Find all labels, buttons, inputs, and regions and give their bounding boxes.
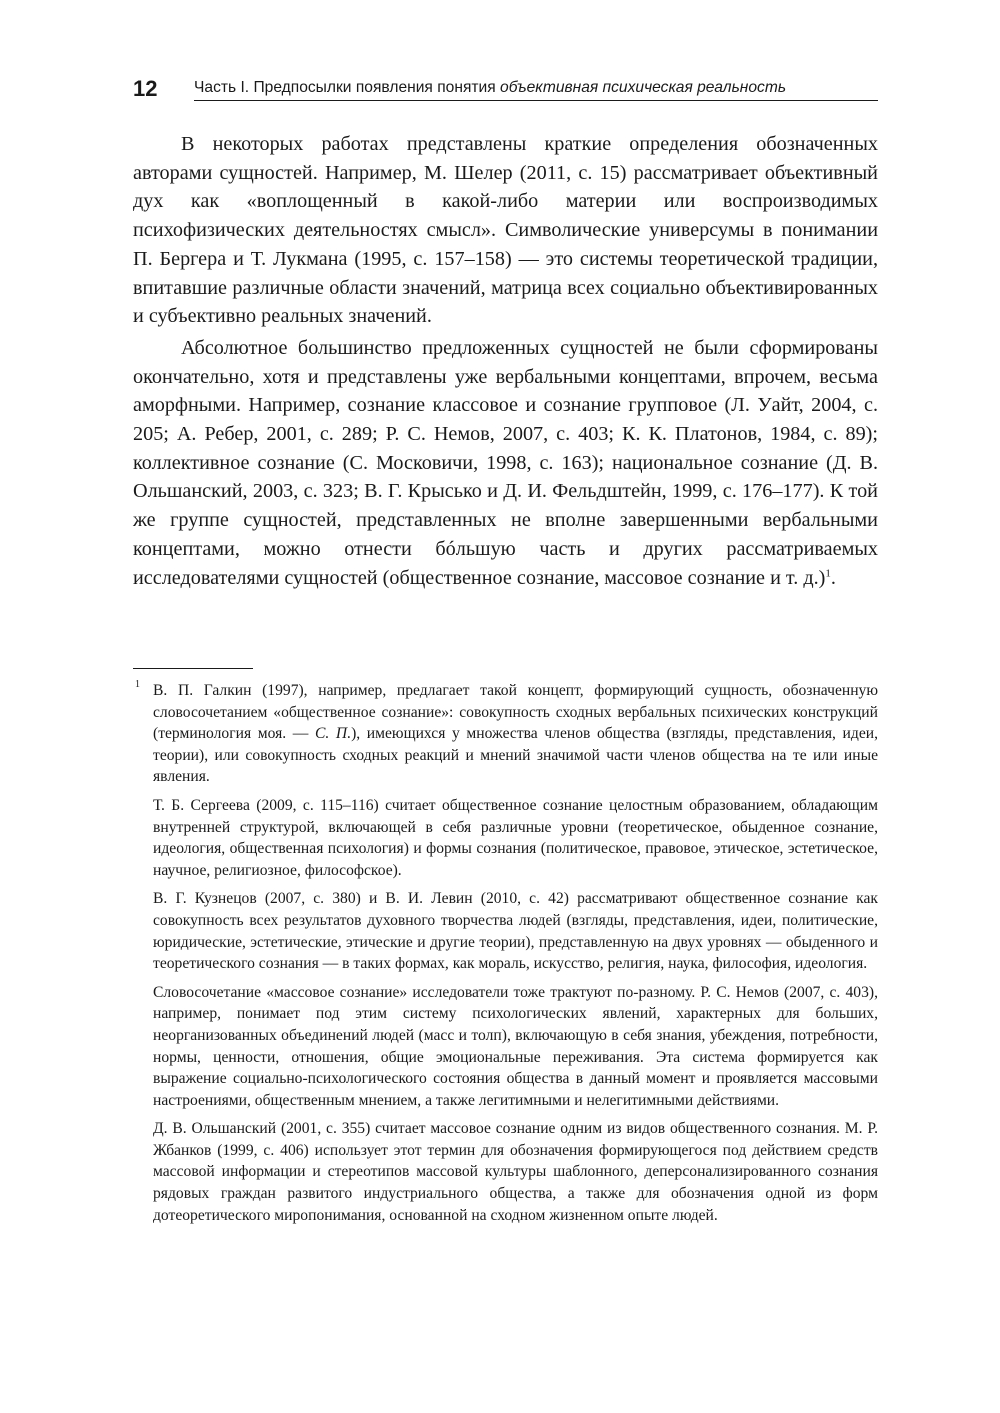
footnote-mark: 1	[135, 679, 140, 690]
running-header	[133, 74, 878, 104]
footnote-paragraph-3: В. Г. Кузнецов (2007, с. 380) и В. И. Левин (2010, с. 42) рассматривают общественное сознание как совокупность всех результатов духовного творчества людей (взгляды, представления, идеи, политические, юридические, эстетические, этические и другие теории), представленную на двух уровнях — обыденного и теоретического сознания — в таких формах, как мораль, искусство, религия, наука, философия, идеология.	[153, 890, 878, 973]
footnote-separator	[133, 668, 253, 669]
footnote-1	[133, 680, 878, 788]
footnote-paragraph-5: Д. В. Ольшанский (2001, с. 355) считает массовое сознание одним из видов общественного сознания. М. Р. Жбанков (1999, с. 406) использует этот термин для обозначения формирующегося под действием средств массовой информации и стереотипов массовой культуры шаблонного, деперсонализированного сознания рядовых граждан развитого индустриального общества, а также для обозначения одной из форм дотеоретического миропонимания, основанной на сходном жизненном опыте людей.	[153, 1120, 878, 1224]
running-title-italic: объективная психическая реальность	[500, 79, 787, 96]
footnotes	[133, 680, 878, 1226]
body-paragraph-2: Абсолютное большинство предложенных сущностей не были сформированы окончательно, хотя и представлены уже вербальными концептами, впрочем, весьма аморфными. Например, сознание классовое и сознание групповое (Л. Уайт, 2004, с. 205; А. Ребер, 2001, с. 289; Р. С. Немов, 2007, с. 403; К. К. Платонов, 1984, с. 89); коллективное сознание (С. Московичи, 1998, с. 163); национальное сознание (Д. В. Ольшанский, 2003, с. 323; В. Г. Крысько и Д. И. Фельдштейн, 1999, с. 176–177). К той же группе сущностей, представленных не вполне завершенными вербальными концептами, можно отнести бóльшую часть и других рассматриваемых исследователями сущностей (общественное сознание, массовое сознание и т. д.)$^1$.	[133, 336, 878, 589]
footnote-1-text: В. П. Галкин (1997), например, предлагает такой концепт, формирующий сущность, обозначенную словосочетанием «общественное сознание»: совокупность сходных вербальных психических конструкций (терминология моя. —	[153, 682, 878, 743]
footnote-1-end: ), имеющихся у множества членов общества (взгляды, представления, идеи, теории), или совокупность сходных реакций и мнений значимой части членов общества на те или иные явления.	[153, 725, 879, 786]
footnote-1-italic: С. П.	[315, 725, 352, 743]
page-number: 12	[133, 76, 158, 101]
body-paragraph-1: В некоторых работах представлены краткие определения обозначенных авторами сущностей. Например, М. Шелер (2011, с. 15) рассматривает объективный дух как «воплощенный в какой-либо материи или воспроизводимых психофизических деятельностях смысл». Символические универсумы в понимании П. Бергера и Т. Лукмана (1995, с. 157–158) — это системы теоретической традиции, впитавшие различные области значений, матрица всех социально объективированных и субъективно реальных значений.	[133, 133, 878, 328]
running-title-prefix: Часть I. Предпосылки появления понятия	[194, 79, 501, 96]
body-text	[133, 130, 878, 592]
running-title	[194, 78, 878, 101]
footnote-paragraph-2: Т. Б. Сергеева (2009, с. 115–116) считает общественное сознание целостным образованием, обладающим внутренней структурой, включающей в себя различные уровни (теоретическое, обыденное сознание, идеология, общественная психология) и формы сознания (политическое, правовое, этическое, эстетическое, научное, религиозное, философское).	[153, 796, 878, 879]
body-paragraph-2-text: Абсолютное большинство предложенных сущностей не были сформированы окончательно, хотя и представлены уже вербальными концептами, впрочем, весьма аморфными. Например, сознание классовое и сознание групповое (Л. Уайт, 2004, с. 205; А. Ребер, 2001, с. 289; Р. С. Немов, 2007, с. 403; К. К. Платонов, 1984, с. 89); коллективное сознание (С. Московичи, 1998, с. 163); национальное сознание (Д. В. Ольшанский, 2003, с. 323; В. Г. Крысько и Д. И. Фельдштейн, 1999, с. 176–177). К той же группе сущностей, представленных не вполне завершенными вербальными концептами, можно отнести бóльшую часть и других рассматриваемых исследователями сущностей (общественное сознание, массовое сознание и т. д.)	[133, 336, 878, 589]
footnote-reference[interactable]: 1	[825, 566, 831, 579]
footnote-paragraph-4: Словосочетание «массовое сознание» исследователи тоже трактуют по-разному. Р. С. Немов (2007, с. 403), например, понимает под этим систему психологических явлений, характерных для больших, неорганизованных объединений людей (масс и толп), включающую в себя знания, убеждения, потребности, нормы, ценности, отношения, общие эмоциональные переживания. Эта система формируется как выражение социально-психологического состояния общества в данный момент и проявляется массовыми настроениями, общественным мнением, а также легитимными и нелегитимными действиями.	[153, 983, 878, 1109]
